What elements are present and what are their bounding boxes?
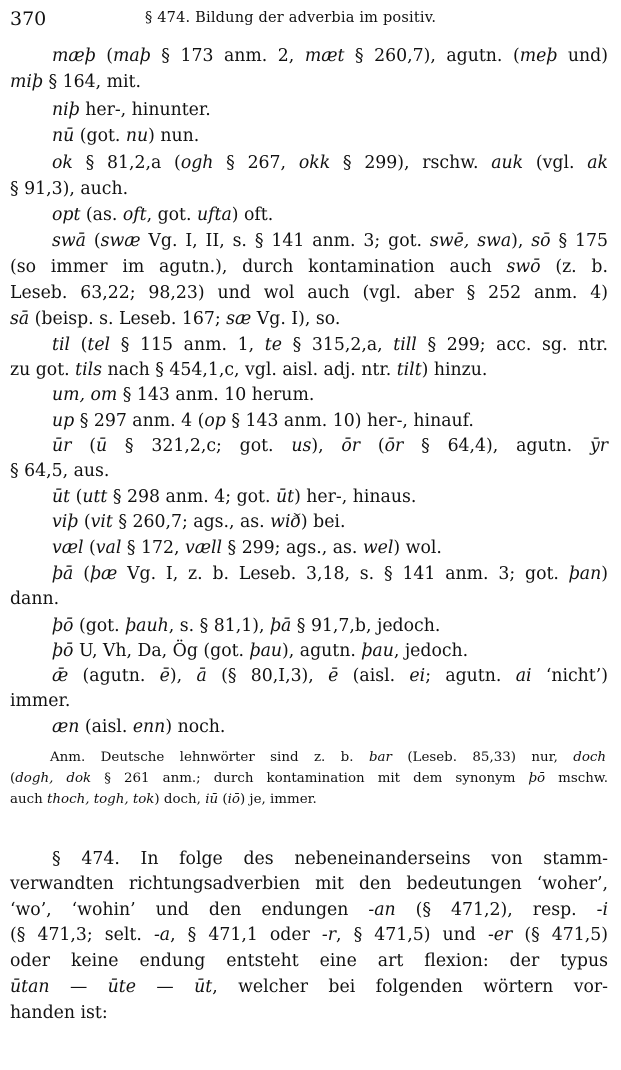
text-line bbox=[10, 587, 608, 611]
italic-term: oft bbox=[122, 205, 147, 225]
text-run: , got. bbox=[146, 205, 197, 225]
text-run: Vg. I), so. bbox=[251, 309, 341, 329]
text-run: § 321,2,c; got. bbox=[107, 436, 292, 456]
text-run: (§ 471,2), resp. bbox=[395, 900, 597, 920]
text-run: (beisp. s. Leseb. 167; bbox=[29, 309, 227, 329]
note-line bbox=[10, 769, 608, 789]
italic-term: ak bbox=[587, 153, 608, 173]
italic-term: opt bbox=[52, 205, 81, 225]
italic-term: us bbox=[291, 436, 312, 456]
text-line bbox=[52, 715, 608, 739]
italic-term: up bbox=[52, 411, 75, 431]
italic-term: ū bbox=[95, 436, 108, 456]
text-run: § 115 anm. 1, bbox=[110, 335, 265, 355]
text-line bbox=[10, 898, 608, 922]
text-run: (aisl. bbox=[79, 717, 133, 737]
text-line bbox=[52, 847, 608, 871]
italic-term: æn bbox=[52, 717, 80, 737]
text-line bbox=[10, 70, 608, 94]
text-run: ( bbox=[78, 512, 91, 532]
text-line bbox=[10, 689, 608, 713]
italic-term: val bbox=[95, 538, 122, 558]
text-run: (§ 80,I,3), bbox=[206, 666, 329, 686]
text-run: Anm. Deutsche lehnwörter sind z. b. bbox=[50, 750, 369, 765]
text-run: § 260,7), agutn. ( bbox=[344, 46, 520, 66]
italic-term: ei bbox=[409, 666, 426, 686]
text-line bbox=[52, 536, 608, 560]
page-header bbox=[10, 8, 609, 32]
italic-term: ȳr bbox=[589, 436, 608, 456]
text-run: her-, hinunter. bbox=[79, 100, 211, 120]
text-run: ( bbox=[73, 564, 90, 584]
text-run: § 173 anm. 2, bbox=[150, 46, 305, 66]
italic-term: mæt bbox=[304, 46, 345, 66]
text-run: , § 471,1 oder bbox=[170, 925, 322, 945]
text-line bbox=[10, 177, 608, 201]
text-run: nach § 454,1,c, vgl. aisl. adj. ntr. bbox=[102, 360, 397, 380]
italic-term: þæ bbox=[89, 564, 118, 584]
text-run: immer. bbox=[10, 691, 71, 711]
text-line bbox=[52, 614, 608, 638]
text-run: § 81,2,a ( bbox=[72, 153, 181, 173]
text-run: handen ist: bbox=[10, 1003, 108, 1023]
italic-term: wið bbox=[270, 512, 301, 532]
italic-term: viþ bbox=[52, 512, 79, 532]
italic-term: sā bbox=[10, 309, 30, 329]
text-run: § 172, bbox=[121, 538, 185, 558]
text-run: ( bbox=[70, 487, 83, 507]
text-run: , § 471,5) und bbox=[336, 925, 488, 945]
italic-term: meþ bbox=[519, 46, 558, 66]
italic-term: væl bbox=[52, 538, 84, 558]
text-run: (vgl. bbox=[523, 153, 588, 173]
text-run: § 64,4), agutn. bbox=[403, 436, 590, 456]
text-run: § 297 anm. 4 ( bbox=[74, 411, 205, 431]
text-line bbox=[52, 151, 608, 175]
text-run: Vg. I, II, s. § 141 anm. 3; got. bbox=[140, 231, 430, 251]
text-run: Vg. I, z. b. Leseb. 3,18, s. § 141 anm. 3; got. bbox=[117, 564, 569, 584]
text-line bbox=[52, 44, 608, 68]
italic-term: ūt bbox=[275, 487, 295, 507]
text-run: ; agutn. bbox=[425, 666, 516, 686]
italic-term: ōr bbox=[341, 436, 361, 456]
text-line bbox=[10, 872, 608, 896]
italic-term: thoch, togh, tok bbox=[47, 792, 155, 807]
italic-term: ē bbox=[328, 666, 339, 686]
text-run: § 175 bbox=[550, 231, 608, 251]
text-run: (§ 471,5) bbox=[512, 925, 608, 945]
text-line bbox=[10, 255, 608, 279]
italic-term: ōr bbox=[384, 436, 404, 456]
text-line bbox=[10, 307, 608, 331]
italic-term: dogh, dok bbox=[15, 771, 92, 786]
italic-term: op bbox=[204, 411, 226, 431]
italic-term: um, om bbox=[52, 385, 118, 405]
text-run: § 474. In folge des nebeneinanderseins von stamm- bbox=[52, 849, 608, 869]
text-run: § 298 anm. 4; got. bbox=[107, 487, 276, 507]
text-line bbox=[52, 510, 608, 534]
italic-term: niþ bbox=[52, 100, 80, 120]
text-run: ) bbox=[601, 564, 608, 584]
italic-term: till bbox=[393, 335, 417, 355]
text-line bbox=[10, 949, 608, 973]
italic-term: ok bbox=[52, 153, 73, 173]
text-run: ) wol. bbox=[393, 538, 442, 558]
text-run: dann. bbox=[10, 589, 60, 609]
italic-term: þō bbox=[52, 616, 74, 636]
text-run: (got. bbox=[73, 616, 126, 636]
text-run: (got. bbox=[74, 126, 126, 146]
text-run: (z. b. bbox=[540, 257, 608, 277]
italic-term: vit bbox=[90, 512, 113, 532]
italic-term: ufta bbox=[196, 205, 232, 225]
italic-term: tel bbox=[87, 335, 111, 355]
text-run: ( bbox=[95, 46, 113, 66]
italic-term: ūt bbox=[194, 977, 213, 997]
text-run: ), bbox=[311, 436, 342, 456]
italic-term: okk bbox=[298, 153, 331, 173]
text-run: ) doch, bbox=[154, 792, 206, 807]
text-line bbox=[52, 434, 608, 458]
text-line bbox=[10, 1001, 608, 1025]
text-run: § 299; acc. sg. ntr. bbox=[416, 335, 608, 355]
text-run: ( bbox=[10, 771, 16, 786]
italic-term: nu bbox=[125, 126, 149, 146]
text-run: U, Vh, Da, Ög (got. bbox=[73, 641, 250, 661]
text-run: § 267, bbox=[213, 153, 299, 173]
text-run: § 299), rschw. bbox=[330, 153, 492, 173]
italic-term: ūr bbox=[52, 436, 72, 456]
italic-term: enn bbox=[132, 717, 166, 737]
text-run: ( bbox=[360, 436, 385, 456]
note-line bbox=[50, 748, 606, 768]
text-run: (agutn. bbox=[68, 666, 160, 686]
italic-term: swā bbox=[52, 231, 86, 251]
italic-term: iō bbox=[227, 792, 240, 807]
italic-term: swē, swa bbox=[429, 231, 512, 251]
italic-term: utt bbox=[82, 487, 108, 507]
running-title: § 474. Bildung der adverbia im positiv. bbox=[145, 10, 437, 26]
text-run: (so immer im agutn.), durch kontamination auch bbox=[10, 257, 507, 277]
text-run: ) nun. bbox=[148, 126, 200, 146]
italic-term: þau bbox=[249, 641, 283, 661]
italic-term: -i bbox=[596, 900, 608, 920]
text-run: § 91,3), auch. bbox=[10, 179, 129, 199]
text-line bbox=[10, 923, 608, 947]
italic-term: sō bbox=[531, 231, 551, 251]
text-run: ( bbox=[85, 231, 101, 251]
text-run: ) je, immer. bbox=[239, 792, 317, 807]
text-run: ) noch. bbox=[165, 717, 226, 737]
text-run: ), bbox=[511, 231, 532, 251]
italic-term: ūte bbox=[107, 977, 136, 997]
italic-term: miþ bbox=[10, 72, 43, 92]
text-line bbox=[52, 124, 608, 148]
note-line bbox=[10, 790, 608, 810]
text-line bbox=[10, 459, 608, 483]
text-run: zu got. bbox=[10, 360, 76, 380]
italic-term: -a bbox=[153, 925, 171, 945]
text-run: § 143 anm. 10 herum. bbox=[117, 385, 315, 405]
text-line bbox=[52, 664, 608, 688]
text-line bbox=[52, 203, 608, 227]
text-line bbox=[52, 485, 608, 509]
text-run: ) oft. bbox=[231, 205, 274, 225]
italic-term: bar bbox=[368, 750, 392, 765]
italic-term: -r bbox=[321, 925, 337, 945]
italic-term: -an bbox=[368, 900, 396, 920]
italic-term: ǣ bbox=[52, 666, 69, 686]
text-run: § 315,2,a, bbox=[281, 335, 394, 355]
italic-term: nū bbox=[52, 126, 75, 146]
italic-term: -er bbox=[487, 925, 513, 945]
text-run: mschw. bbox=[545, 771, 608, 786]
text-run: ( bbox=[218, 792, 228, 807]
italic-term: þā bbox=[52, 564, 74, 584]
text-run: , s. § 81,1), bbox=[168, 616, 270, 636]
text-run: Leseb. 63,22; 98,23) und wol auch (vgl. aber § 252 anm. 4) bbox=[10, 283, 608, 303]
text-run: (§ 471,3; selt. bbox=[10, 925, 154, 945]
text-line bbox=[52, 639, 608, 663]
text-run: ), bbox=[169, 666, 197, 686]
italic-term: tilt bbox=[396, 360, 422, 380]
text-run: § 299; ags., as. bbox=[222, 538, 363, 558]
text-run: ( bbox=[83, 538, 96, 558]
text-line bbox=[52, 229, 608, 253]
italic-term: þō bbox=[52, 641, 74, 661]
italic-term: swō bbox=[506, 257, 541, 277]
italic-term: sæ bbox=[226, 309, 252, 329]
italic-term: ā bbox=[196, 666, 207, 686]
italic-term: mæþ bbox=[52, 46, 96, 66]
text-line bbox=[52, 98, 608, 122]
text-run: ‘wo’, ‘wohin’ und den endungen bbox=[10, 900, 369, 920]
text-run: und) bbox=[557, 46, 608, 66]
text-run: — bbox=[135, 977, 195, 997]
text-run: , welcher bei folgenden wörtern vor- bbox=[212, 977, 608, 997]
text-run: ) bei. bbox=[300, 512, 346, 532]
text-run: auch bbox=[10, 792, 47, 807]
text-run: § 64,5, aus. bbox=[10, 461, 110, 481]
text-line bbox=[52, 383, 608, 407]
text-line bbox=[52, 409, 608, 433]
text-run: ) hinzu. bbox=[421, 360, 488, 380]
text-run: (aisl. bbox=[338, 666, 410, 686]
text-run: verwandten richtungsadverbien mit den bedeutungen ‘woher’, bbox=[10, 874, 608, 894]
text-run: § 261 anm.; durch kontamination mit dem synonym bbox=[91, 771, 529, 786]
italic-term: þauh bbox=[125, 616, 169, 636]
text-run: oder keine endung entsteht eine art flexion: der typus bbox=[10, 951, 608, 971]
italic-term: ai bbox=[515, 666, 532, 686]
text-run: (Leseb. 85,33) nur, bbox=[391, 750, 574, 765]
italic-term: auk bbox=[491, 153, 524, 173]
italic-term: ūt bbox=[52, 487, 71, 507]
text-run: § 164, mit. bbox=[42, 72, 141, 92]
text-line bbox=[10, 358, 608, 382]
text-run: , jedoch. bbox=[393, 641, 469, 661]
text-run: ), agutn. bbox=[282, 641, 362, 661]
text-run: § 143 anm. 10) her-, hinauf. bbox=[225, 411, 474, 431]
text-run: § 260,7; ags., as. bbox=[112, 512, 271, 532]
italic-term: ē bbox=[159, 666, 170, 686]
italic-term: þan bbox=[568, 564, 602, 584]
text-run: — bbox=[49, 977, 108, 997]
text-run: ( bbox=[70, 335, 88, 355]
italic-term: swæ bbox=[100, 231, 141, 251]
text-run: ) her-, hinaus. bbox=[294, 487, 417, 507]
italic-term: te bbox=[264, 335, 282, 355]
text-run: (as. bbox=[80, 205, 123, 225]
text-line bbox=[10, 281, 608, 305]
text-run: ( bbox=[71, 436, 96, 456]
italic-term: til bbox=[52, 335, 70, 355]
italic-term: maþ bbox=[112, 46, 151, 66]
italic-term: ogh bbox=[180, 153, 214, 173]
page-number: 370 bbox=[10, 8, 47, 30]
italic-term: ūtan bbox=[10, 977, 50, 997]
italic-term: þō bbox=[528, 771, 546, 786]
italic-term: wel bbox=[362, 538, 394, 558]
italic-term: doch bbox=[573, 750, 607, 765]
text-line bbox=[10, 975, 608, 999]
italic-term: þau bbox=[361, 641, 394, 661]
text-run: ‘nicht’) bbox=[531, 666, 608, 686]
text-line bbox=[52, 562, 608, 586]
italic-term: iū bbox=[205, 792, 219, 807]
italic-term: þā bbox=[269, 616, 292, 636]
text-line bbox=[52, 333, 608, 357]
text-run: § 91,7,b, jedoch. bbox=[291, 616, 441, 636]
italic-term: tils bbox=[75, 360, 103, 380]
italic-term: væll bbox=[185, 538, 223, 558]
